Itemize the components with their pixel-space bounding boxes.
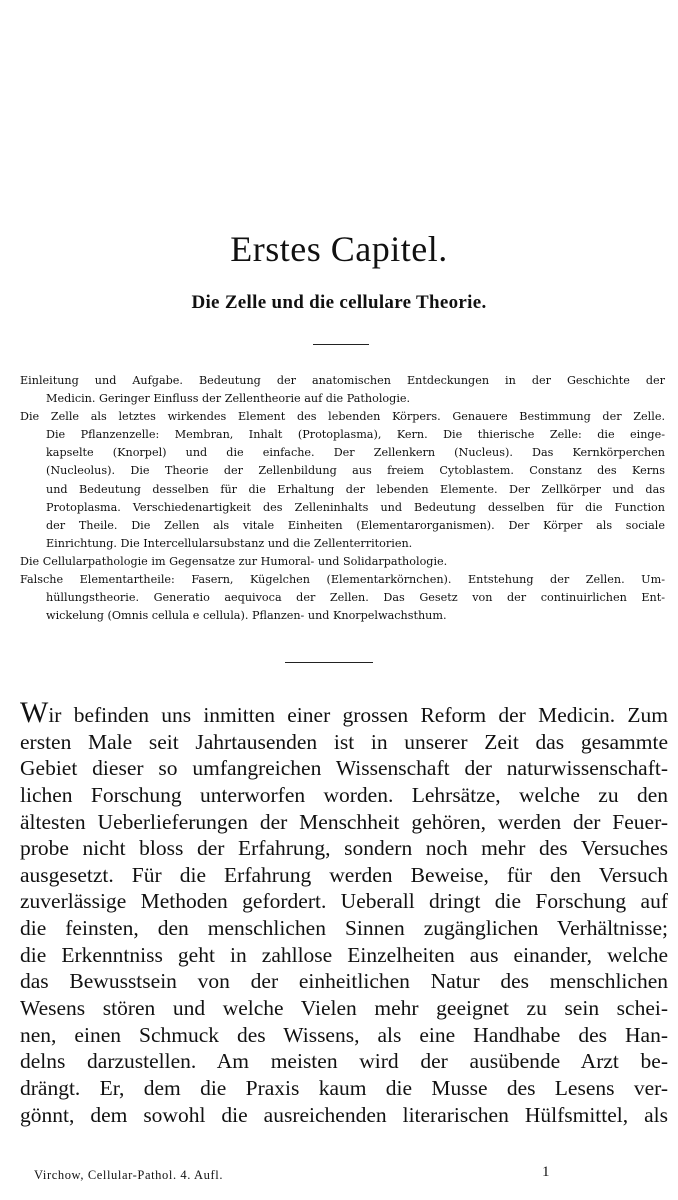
summary-line: Einrichtung. Die Intercellularsubstanz und die Zellenterritorien.: [46, 536, 413, 550]
footer-signature: Virchow, Cellular-Pathol. 4. Aufl.: [34, 1168, 224, 1182]
summary-line: Die Zelle als letztes wirkendes Element des lebenden Körpers. Genauere Bestimmung der Zelle.: [20, 410, 665, 424]
body-line: nen, einen Schmuck des Wissens, als eine Handhabe des Han-: [20, 1022, 668, 1047]
summary-line: hüllungstheorie. Generatio aequivoca der Zellen. Das Gesetz von der continuirlichen Ent-: [46, 591, 665, 605]
body-line: ersten Male seit Jahrtausenden ist in unserer Zeit das gesammte: [20, 729, 668, 754]
summary-line: Falsche Elementartheile: Fasern, Kügelchen (Elementarkörnchen). Entstehung der Zellen. Um-: [20, 573, 665, 587]
summary-line: Protoplasma. Verschiedenartigkeit des Zelleninhalts und Bedeutung desselben für die Function: [46, 500, 665, 514]
drop-cap: W: [20, 702, 49, 729]
body-line: Gebiet dieser so umfangreichen Wissenschaft der naturwissenschaft-: [20, 756, 668, 781]
chapter-title: Erstes Capitel.: [230, 229, 448, 269]
body-line: gönnt, dem sowohl die ausreichenden literarischen Hülfsmittel, als: [20, 1102, 668, 1127]
body-line: delns darzustellen. Am meisten wird der ausübende Arzt be-: [20, 1049, 668, 1074]
summary-line: und Bedeutung desselben für die Erhaltung der lebenden Elemente. Der Zellkörper und das: [46, 482, 665, 496]
summary-line: der Theile. Die Zellen als vitale Einheiten (Elementarorganismen). Der Körper als sociale: [46, 518, 665, 532]
summary-line: Die Cellularpathologie im Gegensatze zur Humoral- und Solidarpathologie.: [20, 554, 448, 568]
summary-line: Medicin. Geringer Einfluss der Zellentheorie auf die Pathologie.: [46, 392, 411, 406]
chapter-summary: [20, 372, 665, 625]
body-line: drängt. Er, dem die Praxis kaum die Musse des Lesens ver-: [20, 1075, 668, 1100]
first-line-text: ir befinden uns inmitten einer grossen Reform der Medicin. Zum: [48, 703, 668, 727]
body-line: die feinsten, den menschlichen Sinnen zugänglichen Verhältnisse;: [20, 916, 668, 941]
summary-line: kapselte (Knorpel) und die einfache. Der Zellenkern (Nucleus). Das Kernkörperchen: [46, 446, 665, 460]
body-line: zuverlässige Methoden gefordert. Ueberall dringt die Forschung auf: [20, 889, 668, 914]
body-line: Wesens stören und welche Vielen mehr geeignet zu sein schei-: [20, 996, 668, 1021]
divider-rule: [285, 662, 373, 663]
body-line: probe nicht bloss der Erfahrung, sondern noch mehr des Versuches: [20, 836, 668, 861]
body-line: ältesten Ueberlieferungen der Menschheit gehören, werden der Feuer-: [20, 809, 668, 834]
divider-rule: [313, 344, 369, 345]
body-line: die Erkenntniss geht in zahllose Einzelheiten aus einander, welche: [20, 942, 668, 967]
summary-line: Die Pflanzenzelle: Membran, Inhalt (Protoplasma), Kern. Die thierische Zelle: die einge-: [46, 428, 665, 442]
summary-line: wickelung (Omnis cellula e cellula). Pflanzen- und Knorpelwachsthum.: [46, 609, 447, 623]
body-paragraph: [20, 702, 668, 1128]
page-number: 1: [542, 1164, 550, 1180]
body-line: ausgesetzt. Für die Erfahrung werden Beweise, für den Versuch: [20, 862, 668, 887]
body-line: lichen Forschung unterworfen worden. Lehrsätze, welche zu den: [20, 782, 668, 807]
body-line: das Bewusstsein von der einheitlichen Natur des menschlichen: [20, 969, 668, 994]
summary-line: Einleitung und Aufgabe. Bedeutung der anatomischen Entdeckungen in der Geschichte der: [20, 374, 665, 387]
body-line-first: [20, 702, 668, 729]
chapter-subtitle: Die Zelle und die cellulare Theorie.: [191, 292, 487, 313]
summary-line: (Nucleolus). Die Theorie der Zellenbildung aus freiem Cytoblastem. Constanz des Kerns: [46, 464, 665, 478]
